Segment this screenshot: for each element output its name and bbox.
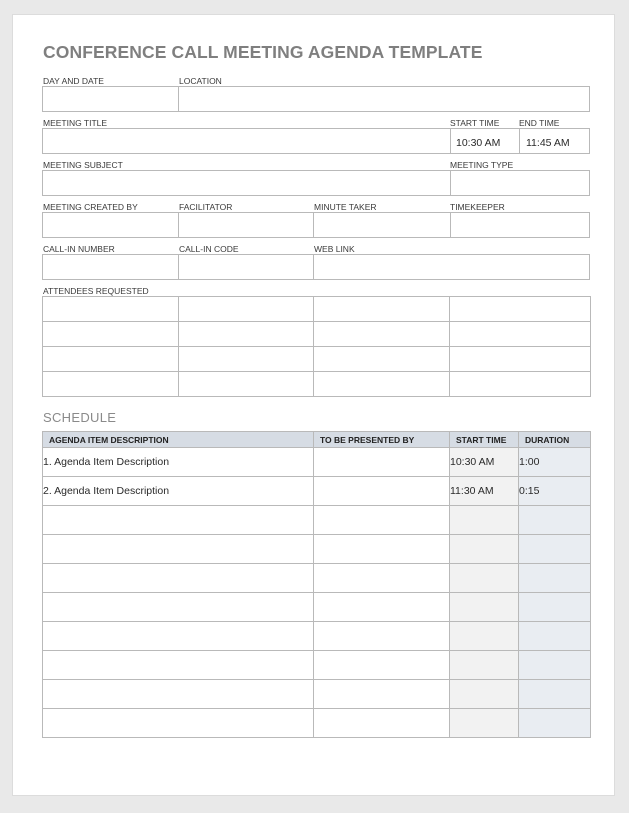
web-link-label: WEB LINK [314, 244, 355, 254]
col-start-time: START TIME [450, 432, 519, 448]
attendee-row [43, 347, 591, 372]
presented-by-cell[interactable] [314, 709, 450, 738]
attendee-cell[interactable] [450, 347, 591, 372]
presented-by-cell[interactable] [314, 593, 450, 622]
attendee-cell[interactable] [314, 372, 450, 397]
duration-cell[interactable] [519, 535, 591, 564]
meeting-type-label: MEETING TYPE [450, 160, 514, 170]
attendee-cell[interactable] [179, 322, 314, 347]
schedule-row [43, 651, 591, 680]
end-time-label: END TIME [519, 118, 560, 128]
meeting-type-field[interactable] [450, 170, 590, 196]
schedule-row [43, 506, 591, 535]
agenda-item-description-cell[interactable] [43, 593, 314, 622]
schedule-row [43, 709, 591, 738]
attendee-row [43, 372, 591, 397]
presented-by-cell[interactable] [314, 535, 450, 564]
end-time-field[interactable] [519, 128, 590, 154]
attendee-cell[interactable] [450, 322, 591, 347]
agenda-item-description-cell[interactable] [43, 709, 314, 738]
start-time-cell[interactable] [450, 680, 519, 709]
location-label: LOCATION [179, 76, 222, 86]
minute-taker-label: MINUTE TAKER [314, 202, 377, 212]
schedule-row [43, 622, 591, 651]
meeting-created-by-field[interactable] [42, 212, 179, 238]
duration-cell[interactable] [519, 709, 591, 738]
start-time-cell[interactable]: 11:30 AM [450, 477, 519, 506]
facilitator-label: FACILITATOR [179, 202, 233, 212]
start-time-value: 10:30 AM [456, 137, 501, 149]
agenda-item-description-cell[interactable]: 2. Agenda Item Description [43, 477, 314, 506]
agenda-page [12, 14, 615, 796]
schedule-row [43, 477, 591, 506]
presented-by-cell[interactable] [314, 448, 450, 477]
attendee-row [43, 297, 591, 322]
attendee-cell[interactable] [43, 372, 179, 397]
duration-cell[interactable] [519, 680, 591, 709]
start-time-cell[interactable] [450, 535, 519, 564]
attendee-cell[interactable] [43, 322, 179, 347]
start-time-cell[interactable] [450, 709, 519, 738]
start-time-cell[interactable] [450, 651, 519, 680]
attendee-cell[interactable] [450, 372, 591, 397]
attendee-cell[interactable] [179, 372, 314, 397]
start-time-label: START TIME [450, 118, 500, 128]
presented-by-cell[interactable] [314, 622, 450, 651]
agenda-item-description-cell[interactable]: 1. Agenda Item Description [43, 448, 314, 477]
attendee-cell[interactable] [450, 297, 591, 322]
attendee-cell[interactable] [179, 297, 314, 322]
meeting-title-label: MEETING TITLE [43, 118, 108, 128]
schedule-header-row [43, 432, 591, 448]
presented-by-cell[interactable] [314, 506, 450, 535]
schedule-row [43, 593, 591, 622]
duration-cell[interactable]: 1:00 [519, 448, 591, 477]
schedule-row [43, 535, 591, 564]
attendee-cell[interactable] [314, 347, 450, 372]
schedule-row [43, 564, 591, 593]
attendees-table [42, 296, 591, 397]
duration-cell[interactable] [519, 506, 591, 535]
presented-by-cell[interactable] [314, 651, 450, 680]
schedule-row [43, 680, 591, 709]
day-and-date-field[interactable] [42, 86, 179, 112]
day-and-date-label: DAY AND DATE [43, 76, 104, 86]
schedule-heading: SCHEDULE [43, 410, 117, 425]
duration-cell[interactable]: 0:15 [519, 477, 591, 506]
start-time-cell[interactable] [450, 564, 519, 593]
duration-cell[interactable] [519, 564, 591, 593]
meeting-subject-field[interactable] [42, 170, 451, 196]
location-field[interactable] [178, 86, 590, 112]
presented-by-cell[interactable] [314, 564, 450, 593]
start-time-cell[interactable]: 10:30 AM [450, 448, 519, 477]
schedule-row [43, 448, 591, 477]
web-link-field[interactable] [313, 254, 590, 280]
call-in-code-label: CALL-IN CODE [179, 244, 239, 254]
timekeeper-field[interactable] [450, 212, 590, 238]
page-title: CONFERENCE CALL MEETING AGENDA TEMPLATE [43, 42, 483, 62]
duration-cell[interactable] [519, 651, 591, 680]
col-to-be-presented-by: TO BE PRESENTED BY [314, 432, 450, 448]
meeting-created-by-label: MEETING CREATED BY [43, 202, 138, 212]
call-in-number-field[interactable] [42, 254, 179, 280]
duration-cell[interactable] [519, 593, 591, 622]
col-agenda-item-description: AGENDA ITEM DESCRIPTION [43, 432, 314, 448]
attendee-cell[interactable] [43, 347, 179, 372]
timekeeper-label: TIMEKEEPER [450, 202, 505, 212]
presented-by-cell[interactable] [314, 680, 450, 709]
presented-by-cell[interactable] [314, 477, 450, 506]
attendee-cell[interactable] [43, 297, 179, 322]
minute-taker-field[interactable] [313, 212, 451, 238]
agenda-item-description-cell[interactable] [43, 535, 314, 564]
agenda-item-description-cell[interactable] [43, 564, 314, 593]
call-in-code-field[interactable] [178, 254, 314, 280]
start-time-field[interactable] [450, 128, 520, 154]
attendee-cell[interactable] [314, 322, 450, 347]
meeting-title-field[interactable] [42, 128, 451, 154]
call-in-number-label: CALL-IN NUMBER [43, 244, 115, 254]
start-time-cell[interactable] [450, 622, 519, 651]
end-time-value: 11:45 AM [526, 137, 570, 149]
attendee-cell[interactable] [314, 297, 450, 322]
agenda-item-description-cell[interactable] [43, 622, 314, 651]
start-time-cell[interactable] [450, 593, 519, 622]
meeting-subject-label: MEETING SUBJECT [43, 160, 123, 170]
attendee-row [43, 322, 591, 347]
start-time-cell[interactable] [450, 506, 519, 535]
facilitator-field[interactable] [178, 212, 314, 238]
agenda-item-description-cell[interactable] [43, 651, 314, 680]
duration-cell[interactable] [519, 622, 591, 651]
col-duration: DURATION [519, 432, 591, 448]
attendees-label: ATTENDEES REQUESTED [43, 286, 149, 296]
agenda-item-description-cell[interactable] [43, 680, 314, 709]
agenda-item-description-cell[interactable] [43, 506, 314, 535]
schedule-table [42, 431, 591, 738]
attendee-cell[interactable] [179, 347, 314, 372]
